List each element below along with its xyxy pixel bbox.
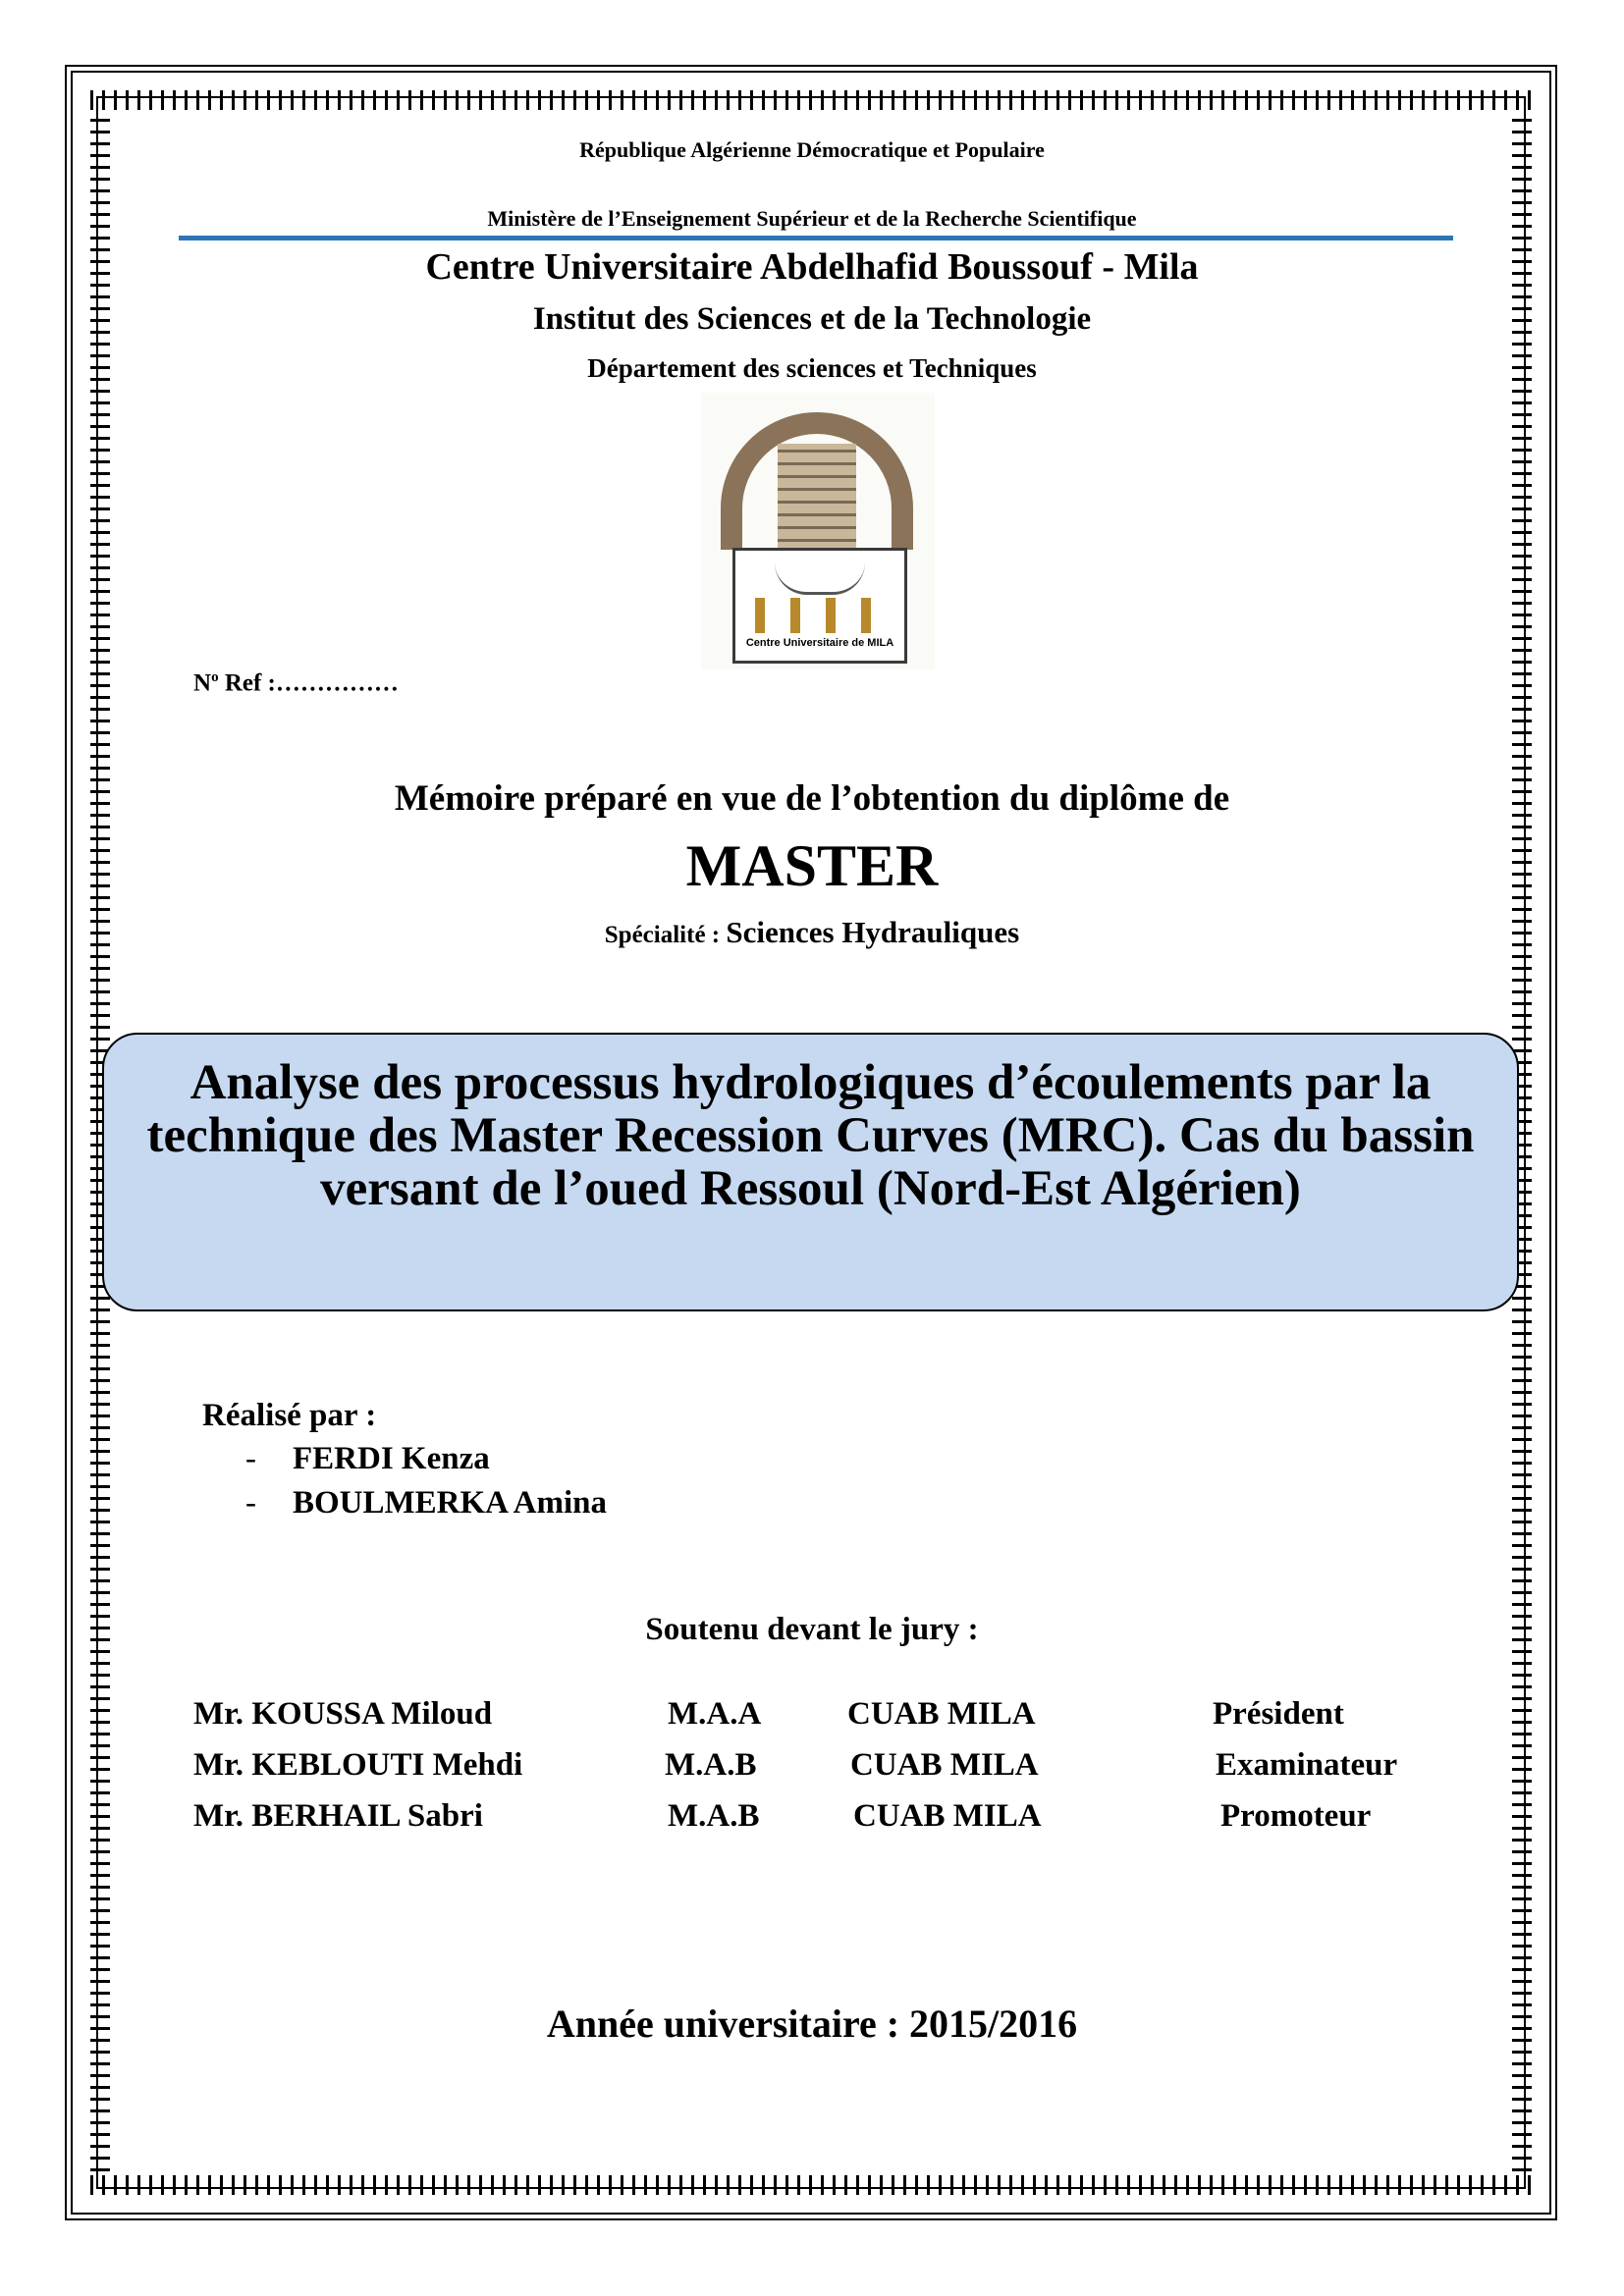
degree-title: MASTER: [685, 833, 939, 898]
author-name: FERDI Kenza: [293, 1441, 490, 1476]
jury-member-name: Mr. KEBLOUTI Mehdi: [193, 1747, 523, 1783]
academic-year: Année universitaire : 2015/2016: [546, 2002, 1078, 2046]
specialty: [0, 915, 1624, 950]
jury-row: [0, 1798, 1624, 1847]
university-logo: [701, 393, 935, 669]
specialty-value: Sciences Hydrauliques: [726, 915, 1020, 949]
memoire-statement: Mémoire préparé en vue de l’obtention du diplôme de: [394, 778, 1230, 819]
specialty-label: Spécialité :: [604, 922, 727, 948]
author-bullet: -: [245, 1441, 256, 1476]
jury-member-institution: CUAB MILA: [850, 1747, 1039, 1783]
jury-member-institution: CUAB MILA: [853, 1798, 1042, 1834]
logo-columns: [755, 598, 883, 633]
ref-rest: Ref :……………: [218, 669, 399, 697]
jury-label: Soutenu devant le jury :: [645, 1612, 979, 1647]
logo-building: [778, 444, 856, 552]
ministry-heading: Ministère de l’Enseignement Supérieur et de la Recherche Scientifique: [487, 206, 1137, 231]
department-name: Département des sciences et Techniques: [587, 353, 1037, 383]
republic-heading: République Algérienne Démocratique et Populaire: [579, 137, 1045, 162]
reference-number: [193, 669, 399, 697]
jury-member-role: Promoteur: [1220, 1798, 1372, 1834]
author-bullet: -: [245, 1485, 256, 1521]
jury-member-role: Président: [1213, 1696, 1344, 1732]
logo-caption: Centre Universitaire de MILA: [745, 637, 894, 649]
author-name: BOULMERKA Amina: [293, 1485, 607, 1521]
university-name: Centre Universitaire Abdelhafid Boussouf - Mila: [425, 246, 1199, 288]
jury-row: [0, 1747, 1624, 1796]
jury-row: [0, 1696, 1624, 1745]
logo-emblem: [732, 548, 907, 664]
institute-name: Institut des Sciences et de la Technologie: [532, 301, 1092, 337]
logo-book-icon: [775, 562, 865, 595]
ref-label: N: [193, 669, 212, 697]
jury-member-institution: CUAB MILA: [847, 1696, 1036, 1732]
jury-member-grade: M.A.B: [665, 1747, 757, 1783]
jury-member-grade: M.A.A: [668, 1696, 762, 1732]
jury-member-name: Mr. BERHAIL Sabri: [193, 1798, 483, 1834]
jury-member-name: Mr. KOUSSA Miloud: [193, 1696, 493, 1732]
jury-member-grade: M.A.B: [668, 1798, 760, 1834]
thesis-title: Analyse des processus hydrologiques d’écoulements par la technique des Master Recession Curves (MRC). Cas du bassin versant de l’oued Ressoul (Nord-Est Algérien): [146, 1055, 1475, 1216]
ref-sup: o: [211, 669, 219, 685]
jury-member-role: Examinateur: [1216, 1747, 1398, 1783]
header-rule: [179, 236, 1453, 240]
authors-label: Réalisé par :: [202, 1398, 377, 1433]
